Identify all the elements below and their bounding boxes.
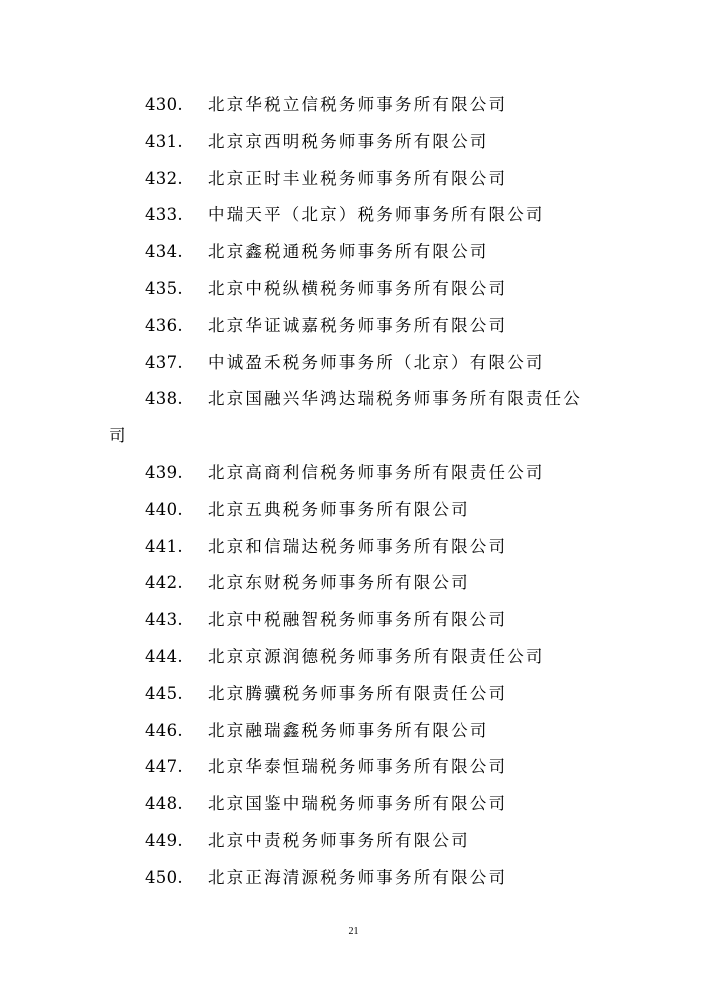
list-item-line (0, 823, 707, 860)
list-item (0, 749, 707, 786)
item-number: 443. (145, 610, 183, 630)
firm-name: 北京中税融智税务师事务所有限公司 (208, 610, 508, 630)
item-number: 436. (145, 315, 183, 335)
item-number: 433. (145, 205, 183, 225)
list-item (0, 823, 707, 860)
item-number: 431. (145, 131, 183, 151)
firm-name: 北京和信瑞达税务师事务所有限公司 (208, 536, 508, 556)
list-item-line (0, 381, 707, 418)
item-number: 448. (145, 794, 183, 814)
item-number: 437. (145, 352, 183, 372)
list-item-line (0, 713, 707, 750)
item-number: 434. (145, 242, 183, 262)
list-item (0, 345, 707, 382)
list-item (0, 381, 707, 455)
item-number: 435. (145, 278, 183, 298)
firm-name: 北京正海清源税务师事务所有限公司 (208, 867, 508, 887)
list-item (0, 124, 707, 161)
list-item-line (0, 786, 707, 823)
list-item-line (0, 234, 707, 271)
item-number: 450. (145, 867, 183, 887)
item-number: 447. (145, 757, 183, 777)
firm-name: 北京京源润德税务师事务所有限责任公司 (208, 646, 545, 666)
item-number: 438. (145, 389, 183, 409)
firm-name: 中瑞天平（北京）税务师事务所有限公司 (208, 205, 545, 225)
item-number: 442. (145, 573, 183, 593)
list-item (0, 565, 707, 602)
list-item-line (0, 529, 707, 566)
firm-name: 北京国融兴华鸿达瑞税务师事务所有限责任公 (208, 389, 582, 409)
firm-name: 北京京西明税务师事务所有限公司 (208, 131, 489, 151)
firm-name-continuation: 司 (109, 426, 126, 446)
list-item-line (0, 676, 707, 713)
item-number: 432. (145, 168, 183, 188)
list-item-line (0, 345, 707, 382)
firm-name-continuation-line (0, 418, 707, 455)
firm-name: 北京鑫税通税务师事务所有限公司 (208, 242, 489, 262)
list-item-line (0, 197, 707, 234)
list-item (0, 860, 707, 897)
list-item (0, 197, 707, 234)
list-item-line (0, 602, 707, 639)
list-item (0, 455, 707, 492)
list-item-line (0, 639, 707, 676)
firm-name: 北京中责税务师事务所有限公司 (208, 830, 470, 850)
list-item-line (0, 492, 707, 529)
list-item-line (0, 565, 707, 602)
firm-name: 北京正时丰业税务师事务所有限公司 (208, 168, 508, 188)
firm-name: 北京融瑞鑫税务师事务所有限公司 (208, 720, 489, 740)
firm-name: 北京五典税务师事务所有限公司 (208, 499, 470, 519)
firm-name: 中诚盈禾税务师事务所（北京）有限公司 (208, 352, 545, 372)
list-item (0, 308, 707, 345)
item-number: 445. (145, 683, 183, 703)
item-number: 449. (145, 830, 183, 850)
list-item (0, 786, 707, 823)
list-item (0, 639, 707, 676)
item-number: 441. (145, 536, 183, 556)
item-number: 439. (145, 462, 183, 482)
firm-name: 北京华泰恒瑞税务师事务所有限公司 (208, 757, 508, 777)
firm-name: 北京中税纵横税务师事务所有限公司 (208, 278, 508, 298)
list-item-line (0, 87, 707, 124)
page-number: 21 (348, 926, 359, 937)
firm-name: 北京华证诚嘉税务师事务所有限公司 (208, 315, 508, 335)
item-number: 446. (145, 720, 183, 740)
firm-list (0, 87, 707, 897)
list-item-line (0, 749, 707, 786)
list-item-line (0, 860, 707, 897)
list-item (0, 87, 707, 124)
firm-name: 北京高商利信税务师事务所有限责任公司 (208, 462, 545, 482)
list-item (0, 161, 707, 198)
list-item (0, 271, 707, 308)
item-number: 440. (145, 499, 183, 519)
list-item (0, 234, 707, 271)
firm-name: 北京东财税务师事务所有限公司 (208, 573, 470, 593)
firm-name: 北京国鉴中瑞税务师事务所有限公司 (208, 794, 508, 814)
list-item (0, 529, 707, 566)
list-item (0, 492, 707, 529)
list-item (0, 602, 707, 639)
item-number: 444. (145, 646, 183, 666)
firm-name: 北京华税立信税务师事务所有限公司 (208, 95, 508, 114)
list-item-line (0, 161, 707, 198)
list-item-line (0, 455, 707, 492)
firm-name: 北京腾骥税务师事务所有限责任公司 (208, 683, 508, 703)
list-item-line (0, 124, 707, 161)
list-item-line (0, 308, 707, 345)
list-item (0, 713, 707, 750)
item-number: 430. (145, 95, 183, 114)
list-item (0, 676, 707, 713)
list-item-line (0, 271, 707, 308)
